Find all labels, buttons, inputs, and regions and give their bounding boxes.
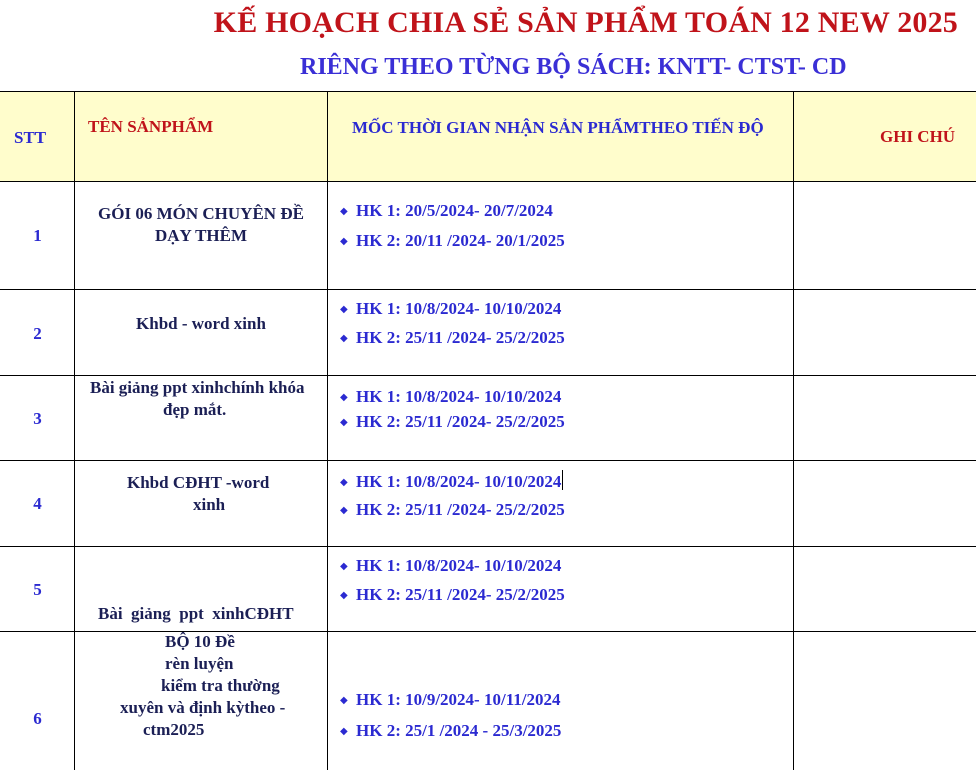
diamond-bullet-icon: ◆ (340, 726, 348, 737)
diamond-bullet-icon: ◆ (340, 304, 348, 315)
row-number: 3 (33, 409, 42, 428)
table-border (0, 460, 976, 461)
document-subtitle: RIÊNG THEO TỪNG BỘ SÁCH: KNTT- CTST- CD (300, 54, 847, 80)
product-name-line: BỘ 10 Đề (165, 632, 235, 651)
product-name (75, 472, 327, 516)
product-name (75, 203, 327, 247)
product-name-line: kiểm tra thường (161, 676, 280, 695)
column-divider (793, 91, 794, 770)
product-name-line: xinh (193, 495, 226, 514)
hk2-date: HK 2: 25/11 /2024- 25/2/2025 (356, 412, 565, 431)
header-stt: STT (14, 128, 47, 147)
product-name-line: Bài giảng ppt xinhchính khóa (90, 378, 305, 397)
hk1-date: HK 1: 10/8/2024- 10/10/2024 (356, 299, 562, 318)
diamond-bullet-icon: ◆ (340, 561, 348, 572)
hk1-date: HK 1: 20/5/2024- 20/7/2024 (356, 201, 553, 220)
table-border (0, 91, 976, 92)
table-border (0, 289, 976, 290)
hk2-date: HK 2: 25/11 /2024- 25/2/2025 (356, 500, 565, 519)
hk1-date: HK 1: 10/9/2024- 10/11/2024 (356, 690, 561, 709)
table-border (0, 546, 976, 547)
text-cursor (562, 470, 563, 490)
row-number: 1 (33, 226, 42, 245)
diamond-bullet-icon: ◆ (340, 206, 348, 217)
product-name-line: GÓI 06 MÓN CHUYÊN ĐỀ (98, 204, 304, 223)
document-title: KẾ HOẠCH CHIA SẺ SẢN PHẨM TOÁN 12 NEW 2025 (213, 6, 958, 39)
diamond-bullet-icon: ◆ (340, 392, 348, 403)
diamond-bullet-icon: ◆ (340, 505, 348, 516)
diamond-bullet-icon: ◆ (340, 590, 348, 601)
diamond-bullet-icon: ◆ (340, 333, 348, 344)
hk1-date: HK 1: 10/8/2024- 10/10/2024 (356, 472, 562, 491)
product-name-line: đẹp mắt. (163, 400, 227, 419)
header-timeline: MỐC THỜI GIAN NHẬN SẢN PHẨMTHEO TIẾN ĐỘ (352, 118, 764, 137)
table-border (0, 181, 976, 182)
hk2-date: HK 2: 25/11 /2024- 25/2/2025 (356, 585, 565, 604)
table-border (0, 375, 976, 376)
product-name-line: DẠY THÊM (154, 226, 248, 245)
header-product-name: TÊN SẢNPHẨM (88, 117, 214, 136)
product-name-line: Khbd - word xinh (136, 314, 266, 333)
diamond-bullet-icon: ◆ (340, 477, 348, 488)
product-name-line: Bài giảng ppt xinhCĐHT (98, 604, 294, 623)
product-name (90, 377, 330, 421)
product-name-line: rèn luyện (165, 654, 234, 673)
hk2-date: HK 2: 25/11 /2024- 25/2/2025 (356, 328, 565, 347)
row-number: 6 (33, 709, 42, 728)
hk2-date: HK 2: 20/11 /2024- 20/1/2025 (356, 231, 565, 250)
product-name (75, 631, 327, 741)
row-number: 2 (33, 324, 42, 343)
product-name-line: xuyên và định kỳtheo - (120, 698, 286, 717)
diamond-bullet-icon: ◆ (340, 695, 348, 706)
product-name-line: ctm2025 (143, 720, 205, 739)
product-name-line: Khbd CĐHT -word (127, 473, 270, 492)
plan-table (0, 91, 976, 770)
header-note: GHI CHÚ (880, 127, 956, 146)
hk1-date: HK 1: 10/8/2024- 10/10/2024 (356, 387, 562, 406)
row-number: 4 (33, 494, 42, 513)
row-number: 5 (33, 580, 42, 599)
hk2-date: HK 2: 25/1 /2024 - 25/3/2025 (356, 721, 562, 740)
hk1-date: HK 1: 10/8/2024- 10/10/2024 (356, 556, 562, 575)
diamond-bullet-icon: ◆ (340, 236, 348, 247)
product-name (75, 313, 327, 335)
diamond-bullet-icon: ◆ (340, 417, 348, 428)
